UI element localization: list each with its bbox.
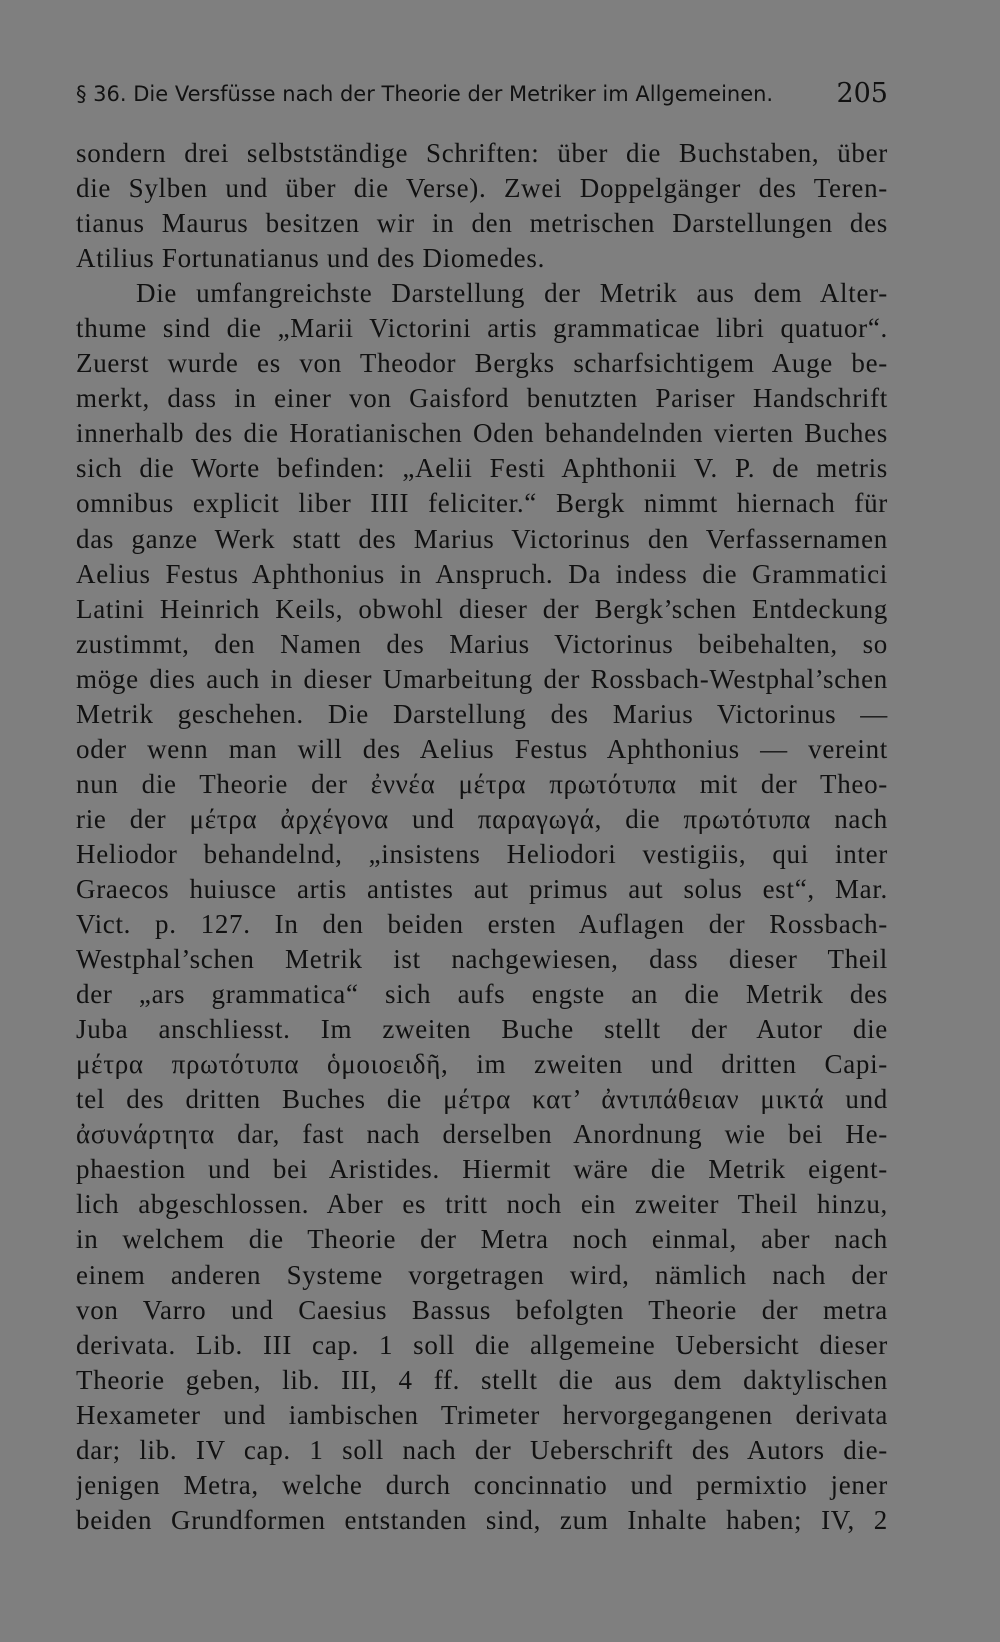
text-line: Juba anschliesst. Im zweiten Buche stellt der Autor die [76, 1014, 888, 1045]
text-line: das ganze Werk statt des Marius Victorinus den Verfassernamen [76, 523, 888, 554]
text-line: tel des dritten Buches die μέτρα κατ’ ἀντιπάθειαν μικτά und [76, 1084, 888, 1115]
text-line: Hexameter und iambischen Trimeter hervorgegangenen derivata [76, 1399, 888, 1430]
text-line: ἀσυνάρτητα dar, fast nach derselben Anordnung wie bei He- [76, 1119, 888, 1150]
text-line: Metrik geschehen. Die Darstellung des Marius Victorinus — [76, 698, 888, 729]
text-line: nun die Theorie der ἐννέα μέτρα πρωτότυπα mit der Theo- [76, 768, 888, 799]
text-line: sich die Worte befinden: „Aelii Festi Aphthonii V. P. de metris [76, 453, 888, 484]
text-line: sondern drei selbstständige Schriften: über die Buchstaben, über [76, 138, 888, 168]
text-line: die Sylben und über die Verse). Zwei Doppelgänger des Teren- [76, 173, 888, 204]
text-line: der „ars grammatica“ sich aufs engste an die Metrik des [76, 979, 888, 1010]
text-line: beiden Grundformen entstanden sind, zum Inhalte haben; IV, 2 [76, 1504, 888, 1535]
text-line: merkt, dass in einer von Gaisford benutzten Pariser Handschrift [76, 383, 888, 414]
text-line: lich abgeschlossen. Aber es tritt noch ein zweiter Theil hinzu, [76, 1189, 888, 1220]
text-line: μέτρα πρωτότυπα ὁμοιοειδῆ, im zweiten und dritten Capi- [76, 1049, 888, 1080]
text-line: Theorie geben, lib. III, 4 ff. stellt die aus dem daktylischen [76, 1364, 888, 1395]
text-line: möge dies auch in dieser Umarbeitung der Rossbach-Westphal’schen [76, 663, 888, 694]
text-line: zustimmt, den Namen des Marius Victorinus beibehalten, so [76, 628, 888, 659]
text-line: phaestion und bei Aristides. Hiermit wäre die Metrik eigent- [76, 1154, 888, 1185]
text-line: Zuerst wurde es von Theodor Bergks scharfsichtigem Auge be- [76, 348, 888, 379]
running-header [76, 78, 888, 112]
text-line: Westphal’schen Metrik ist nachgewiesen, dass dieser Theil [76, 944, 888, 975]
text-line: einem anderen Systeme vorgetragen wird, nämlich nach der [76, 1259, 888, 1290]
text-line: innerhalb des die Horatianischen Oden behandelnden vierten Buches [76, 418, 888, 449]
text-line: in welchem die Theorie der Metra noch einmal, aber nach [76, 1224, 888, 1255]
text-line: derivata. Lib. III cap. 1 soll die allgemeine Uebersicht dieser [76, 1329, 888, 1360]
text-line: jenigen Metra, welche durch concinnatio und permixtio jener [76, 1469, 888, 1500]
text-line: Vict. p. 127. In den beiden ersten Auflagen der Rossbach- [76, 909, 888, 940]
page-number: 205 [836, 78, 888, 109]
text-line: oder wenn man will des Aelius Festus Aphthonius — vereint [76, 733, 888, 764]
text-line: rie der μέτρα ἀρχέγονα und παραγωγά, die πρωτότυπα nach [76, 803, 888, 834]
section-title: § 36. Die Versfüsse nach der Theorie der Metriker im Allgemeinen. [76, 82, 774, 106]
text-line: Latini Heinrich Keils, obwohl dieser der Bergk’schen Entdeckung [76, 593, 888, 624]
text-line: omnibus explicit liber IIII feliciter.“ Bergk nimmt hiernach für [76, 488, 888, 519]
text-line: thume sind die „Marii Victorini artis grammaticae libri quatuor“. [76, 313, 888, 344]
text-line: Aelius Festus Aphthonius in Anspruch. Da indess die Grammatici [76, 558, 888, 589]
text-line: dar; lib. IV cap. 1 soll nach der Ueberschrift des Autors die- [76, 1434, 888, 1465]
body-text [76, 136, 888, 1538]
text-line: Atilius Fortunatianus und des Diomedes. [76, 243, 546, 274]
text-line: Heliodor behandelnd, „insistens Heliodori vestigiis, qui inter [76, 838, 888, 869]
text-line: von Varro und Caesius Bassus befolgten Theorie der metra [76, 1294, 888, 1325]
text-line: tianus Maurus besitzen wir in den metrischen Darstellungen des [76, 208, 888, 239]
text-line: Graecos huiusce artis antistes aut primus aut solus est“, Mar. [76, 873, 888, 904]
text-line: Die umfangreichste Darstellung der Metrik aus dem Alter- [136, 278, 888, 309]
